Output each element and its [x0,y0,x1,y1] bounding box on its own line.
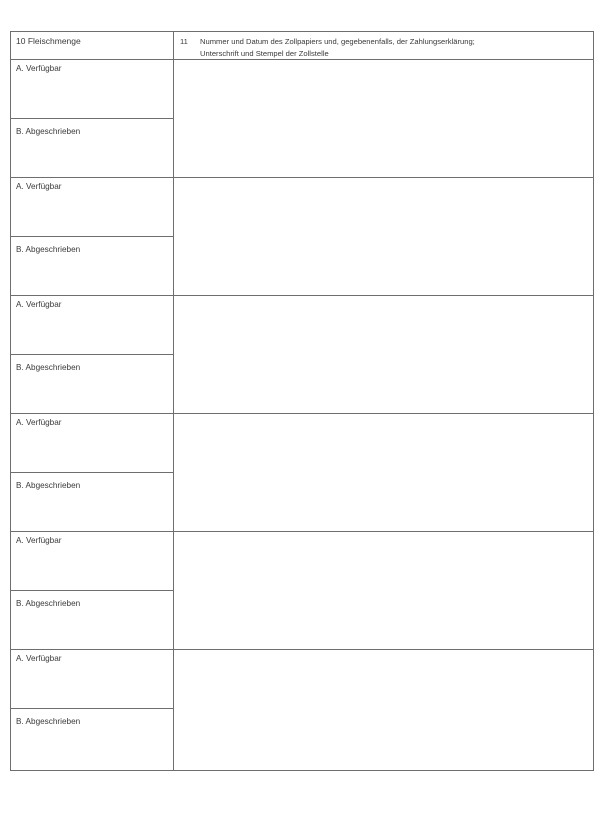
quantity-column [11,296,174,413]
quantity-column [11,178,174,295]
written-off-cell[interactable]: B. Abgeschrieben [16,599,81,608]
customs-entry-cell[interactable] [174,178,593,295]
available-cell[interactable]: A. Verfügbar [11,532,173,591]
form-table [10,31,594,771]
field-11-line1-row [180,36,593,48]
entry-group-3 [11,296,593,414]
field-11-number: 11 [180,37,188,46]
customs-entry-cell[interactable] [174,296,593,413]
written-off-cell[interactable]: B. Abgeschrieben [16,245,81,254]
customs-entry-cell[interactable] [174,414,593,531]
entry-group-5 [11,532,593,650]
written-off-cell[interactable]: B. Abgeschrieben [16,481,81,490]
field-11-line2: Unterschrift und Stempel der Zollstelle [200,49,329,58]
quantity-column [11,60,174,177]
available-cell[interactable]: A. Verfügbar [11,178,173,237]
available-cell[interactable]: A. Verfügbar [11,650,173,709]
entry-group-6 [11,650,593,770]
written-off-cell[interactable]: B. Abgeschrieben [16,363,81,372]
written-off-cell[interactable]: B. Abgeschrieben [16,127,81,136]
customs-entry-cell[interactable] [174,650,593,770]
field-10-header: 10 Fleischmenge [11,32,174,59]
entry-group-4 [11,414,593,532]
field-11-line1: Nummer und Datum des Zollpapiers und, gegebenenfalls, der Zahlungserklärung; [200,37,475,46]
entry-group-1 [11,60,593,178]
quantity-column [11,532,174,649]
available-cell[interactable]: A. Verfügbar [11,60,173,119]
quantity-column [11,650,174,770]
customs-entry-cell[interactable] [174,532,593,649]
written-off-cell[interactable]: B. Abgeschrieben [16,717,81,726]
quantity-column [11,414,174,531]
field-11-header [174,32,593,59]
available-cell[interactable]: A. Verfügbar [11,296,173,355]
customs-entry-cell[interactable] [174,60,593,177]
available-cell[interactable]: A. Verfügbar [11,414,173,473]
header-row [11,32,593,60]
entry-group-2 [11,178,593,296]
